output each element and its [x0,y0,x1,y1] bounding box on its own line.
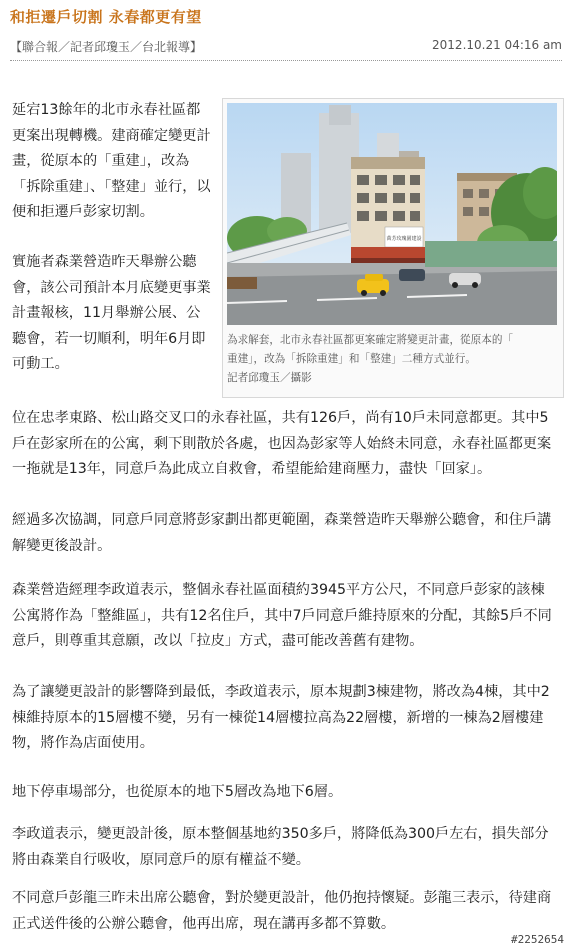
byline: 【聯合報／記者邱瓊玉／台北報導】 [10,40,203,54]
paragraph-2: 實施者森業營造昨天舉辦公聽會，該公司預計本月底變更事業計畫報核，11月舉辦公展、公聽會，若一切順利，明年6月即可動工。 [12,254,211,373]
timestamp: 2012.10.21 04:16 am [432,38,562,52]
paragraph-6: 為了讓變更設計的影響降到最低，李政道表示，原本規劃3棟建物，將改為4棟，其中2棟維持原本的15層樓不變，另有一棟從14層樓拉高為22層樓，新增的一棟為2層樓建物，將作為店面使用。 [12,684,550,752]
photo-credit: 記者邱瓊玉／攝影 [227,372,312,384]
caption-line: 為求解套，北市永春社區都更案確定將變更計畫，從原本的「 [227,334,514,346]
photo-figure [222,98,564,398]
paragraph-1: 延宕13餘年的北市永春社區都更案出現轉機。建商確定變更計畫，從原本的「重建」，改為「拆除重建」、「整建」並行，以便和拒遷戶彭家切割。 [12,102,211,221]
paragraph-8: 李政道表示，變更設計後，原本整個基地約350多戶，將降低為300戶左右，損失部分將由森業自行吸收，原同意戶的原有權益不變。 [12,826,549,868]
photo-caption [227,331,559,388]
news-photo [227,103,557,325]
paragraph-3: 位在忠孝東路、松山路交叉口的永春社區，共有126戶，尚有10戶未同意都更。其中5戶在彭家所在的公寓，剩下則散於各處，也因為彭家等人始終未同意，永春社區都更案一拖就是13年，同意戶為此成立自救會，希望能給建商壓力，盡快「回家」。 [12,410,552,478]
paragraph-5: 森業營造經理李政道表示，整個永春社區面積約3945平方公尺，不同意戶彭家的該棟公寓將作為「整維區」，共有12名住戶，其中7戶同意戶維持原來的分配，其餘5戶不同意戶，則尊重其意願，改以「拉皮」方式，盡可能改善舊有建物。 [12,582,552,650]
article-title: 和拒遷戶切割 永春都更有望 [10,8,202,26]
article-meta [10,38,562,58]
caption-line: 重建」，改為「拆除重建」和「整建」二種方式並行。 [227,353,476,365]
building-sign-text: 萬芳玫瑰園建設 [386,236,422,242]
paragraph-4: 經過多次協調，同意戶同意將彭家劃出都更範圍，森業營造昨天舉辦公聽會，和住戶講解變更後設計。 [12,512,552,554]
meta-divider [10,60,562,61]
paragraph-9: 不同意戶彭龍三昨未出席公聽會，對於變更設計，他仍抱持懷疑。彭龍三表示，待建商正式送件後的公辦公聽會，他再出席，現在講再多都不算數。 [12,890,552,932]
image-id-tag: #2252654 [511,933,564,946]
paragraph-7: 地下停車場部分，也從原本的地下5層改為地下6層。 [12,784,343,800]
